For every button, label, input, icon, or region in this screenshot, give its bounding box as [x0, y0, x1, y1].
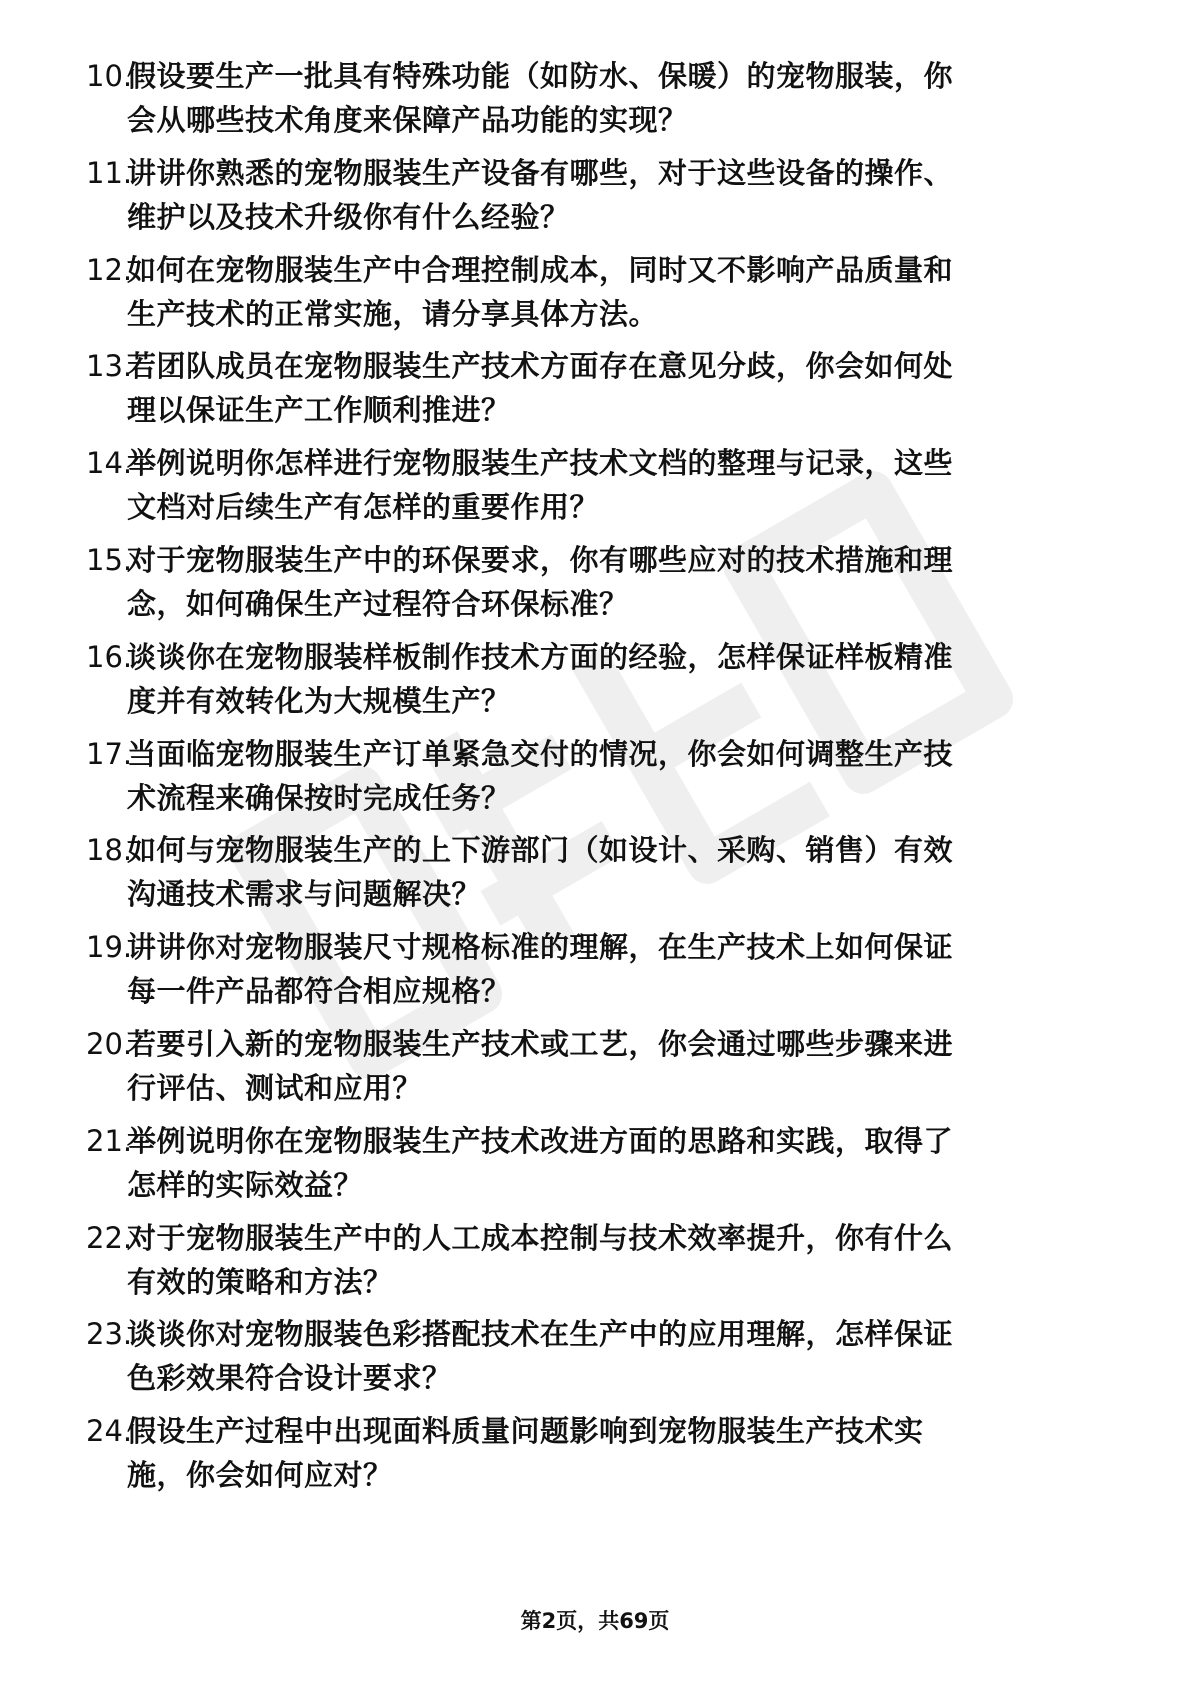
question-text-line-1: 当面临宠物服装生产订单紧急交付的情况，你会如何调整生产技 — [127, 736, 954, 771]
question-text-line-1: 如何在宠物服装生产中合理控制成本，同时又不影响产品质量和 — [127, 252, 954, 287]
page-footer: 第2页，共69页 — [520, 1609, 670, 1633]
question-number: 14. — [86, 446, 133, 481]
question-item — [0, 1119, 1190, 1219]
question-text-line-1: 讲讲你对宠物服装尺寸规格标准的理解，在生产技术上如何保证 — [127, 930, 954, 965]
question-text-line-2: 施，你会如何应对？ — [127, 1458, 393, 1493]
question-item — [0, 925, 1190, 1025]
question-text-line-1: 举例说明你在宠物服装生产技术改进方面的思路和实践，取得了 — [127, 1123, 954, 1158]
question-text-line-2: 每一件产品都符合相应规格？ — [127, 974, 511, 1009]
question-item — [0, 1216, 1190, 1316]
question-item — [0, 248, 1190, 348]
question-item — [0, 1022, 1190, 1122]
question-text-line-1: 对于宠物服装生产中的人工成本控制与技术效率提升，你有什么 — [127, 1220, 954, 1255]
question-text-line-2: 沟通技术需求与问题解决？ — [127, 877, 482, 912]
question-number: 21. — [86, 1123, 133, 1158]
question-text-line-2: 度并有效转化为大规模生产？ — [127, 683, 511, 718]
question-number: 23. — [86, 1317, 133, 1352]
question-item — [0, 1409, 1190, 1509]
question-item — [0, 441, 1190, 541]
question-item — [0, 538, 1190, 638]
question-text-line-2: 念，如何确保生产过程符合环保标准？ — [127, 587, 629, 621]
question-number: 18. — [86, 833, 133, 868]
question-number: 13. — [86, 349, 133, 384]
question-number: 15. — [86, 543, 133, 577]
question-number: 11. — [86, 155, 133, 190]
question-text-line-2: 文档对后续生产有怎样的重要作用？ — [127, 490, 600, 525]
question-number: 17. — [86, 736, 133, 771]
question-number: 16. — [86, 639, 133, 674]
question-text-line-2: 怎样的实际效益？ — [127, 1167, 364, 1202]
question-text-line-2: 维护以及技术升级你有什么经验？ — [127, 199, 570, 234]
question-item — [0, 344, 1190, 444]
question-number: 19. — [86, 930, 133, 965]
question-number: 12. — [86, 252, 133, 287]
question-text-line-1: 若要引入新的宠物服装生产技术或工艺，你会通过哪些步骤来进 — [127, 1027, 954, 1061]
question-item — [0, 54, 1190, 154]
question-text-line-2: 生产技术的正常实施，请分享具体方法。 — [127, 296, 659, 331]
question-text-line-1: 举例说明你怎样进行宠物服装生产技术文档的整理与记录，这些 — [127, 446, 954, 481]
question-text-line-2: 行评估、测试和应用？ — [127, 1071, 423, 1105]
question-text-line-1: 假设生产过程中出现面料质量问题影响到宠物服装生产技术实 — [127, 1414, 924, 1449]
question-number: 20. — [86, 1027, 133, 1061]
question-item — [0, 635, 1190, 735]
question-text-line-2: 色彩效果符合设计要求？ — [127, 1361, 452, 1396]
question-text-line-2: 有效的策略和方法？ — [127, 1264, 393, 1299]
question-text-line-2: 理以保证生产工作顺利推进？ — [127, 393, 511, 428]
question-text-line-1: 对于宠物服装生产中的环保要求，你有哪些应对的技术措施和理 — [127, 543, 954, 577]
question-number: 10. — [86, 59, 133, 93]
question-text-line-2: 术流程来确保按时完成任务？ — [127, 780, 511, 815]
question-number: 24. — [86, 1414, 133, 1449]
question-item — [0, 732, 1190, 832]
question-text-line-1: 假设要生产一批具有特殊功能（如防水、保暖）的宠物服装，你 — [127, 59, 954, 93]
question-number: 22. — [86, 1220, 133, 1255]
question-item — [0, 1312, 1190, 1412]
question-text-line-1: 如何与宠物服装生产的上下游部门（如设计、采购、销售）有效 — [127, 833, 954, 868]
question-text-line-1: 讲讲你熟悉的宠物服装生产设备有哪些，对于这些设备的操作、 — [127, 155, 954, 190]
question-item — [0, 828, 1190, 928]
question-text-line-1: 谈谈你对宠物服装色彩搭配技术在生产中的应用理解，怎样保证 — [127, 1317, 954, 1352]
question-text-line-2: 会从哪些技术角度来保障产品功能的实现？ — [127, 103, 688, 137]
question-text-line-1: 若团队成员在宠物服装生产技术方面存在意见分歧，你会如何处 — [127, 349, 954, 384]
question-text-line-1: 谈谈你在宠物服装样板制作技术方面的经验，怎样保证样板精准 — [127, 639, 954, 674]
question-item — [0, 151, 1190, 251]
